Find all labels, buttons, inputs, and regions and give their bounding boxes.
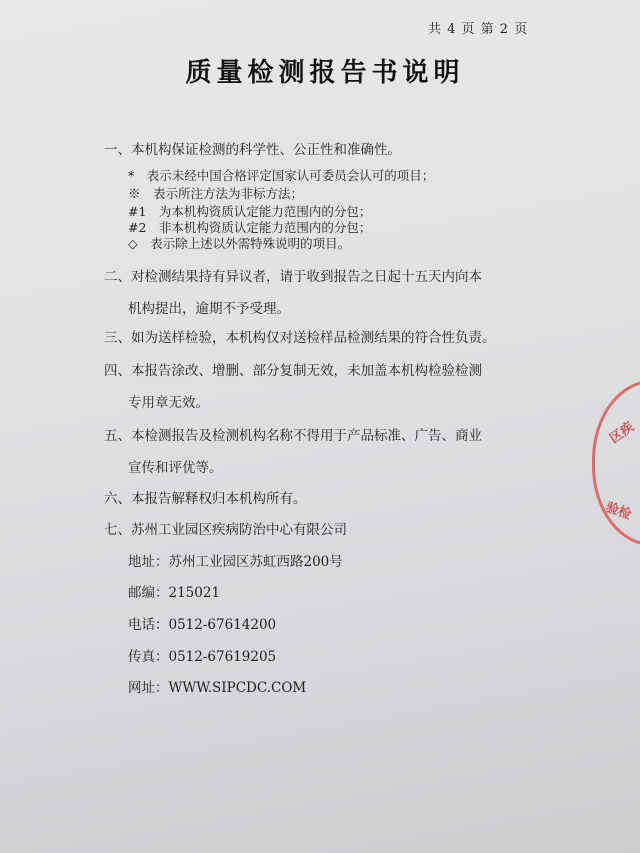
red-seal-stamp <box>592 380 640 546</box>
item-5-line-1: 五、本检测报告及检测机构名称不得用于产品标准、广告、商业 <box>104 428 482 444</box>
contact-address: 地址：苏州工业园区苏虹西路200号 <box>128 554 343 570</box>
item-4-line-1: 四、本报告涂改、增删、部分复制无效，未加盖本机构检验检测 <box>104 363 482 379</box>
note-asterisk: * 表示未经中国合格评定国家认可委员会认可的项目； <box>128 168 435 183</box>
item-4-line-2: 专用章无效。 <box>128 395 209 411</box>
note-special: ◇ 表示除上述以外需特殊说明的项目。 <box>128 236 351 251</box>
note-subcontract-2: #2 非本机构资质认定能力范围内的分包； <box>128 220 372 235</box>
item-2-line-2: 机构提出，逾期不予受理。 <box>128 301 290 317</box>
note-subcontract-1: #1 为本机构资质认定能力范围内的分包； <box>128 204 372 219</box>
document-title: 质量检测报告书说明 <box>185 58 465 88</box>
stamp-text-top: 区疾 <box>607 419 638 447</box>
item-5-line-2: 宣传和评优等。 <box>128 460 223 476</box>
contact-phone: 电话：0512-67614200 <box>128 617 277 633</box>
note-nonstandard: ※ 表示所注方法为非标方法； <box>128 186 304 201</box>
contact-postcode: 邮编：215021 <box>128 585 221 601</box>
item-2-line-1: 二、对检测结果持有异议者，请于收到报告之日起十五天内向本 <box>104 269 482 285</box>
contact-fax: 传真：0512-67619205 <box>128 649 277 665</box>
page-number: 共 4 页 第 2 页 <box>428 22 529 37</box>
item-7-company: 七、苏州工业园区疾病防治中心有限公司 <box>104 522 347 538</box>
contact-website: 网址：WWW.SIPCDC.COM <box>128 680 307 696</box>
item-1: 一、本机构保证检测的科学性、公正性和准确性。 <box>104 142 401 158</box>
item-6: 六、本报告解释权归本机构所有。 <box>104 491 307 507</box>
stamp-text-bottom: 验检 <box>603 499 634 523</box>
item-3: 三、如为送样检验，本机构仅对送检样品检测结果的符合性负责。 <box>104 330 496 346</box>
